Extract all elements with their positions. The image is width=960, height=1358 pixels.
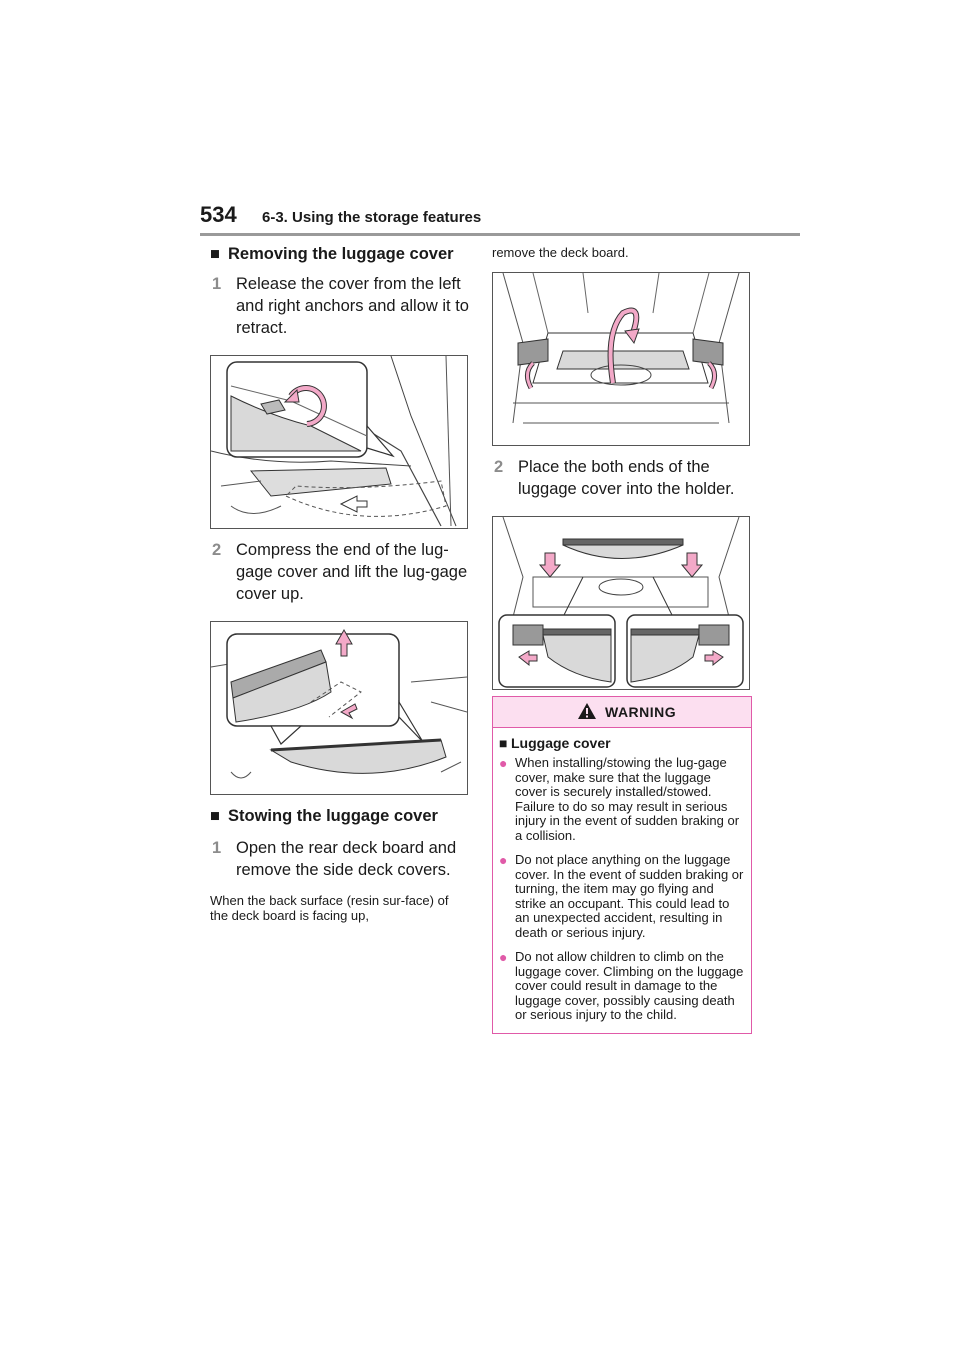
step-place-in-holder — [492, 456, 752, 500]
warning-heading-text: Luggage cover — [511, 735, 611, 751]
heading-stowing-cover — [210, 805, 470, 827]
black-square-icon: ■ — [210, 807, 220, 825]
warning-box — [492, 696, 752, 1034]
illustration-deck-board — [492, 272, 750, 446]
warning-body — [493, 728, 751, 1033]
header-divider — [200, 233, 800, 236]
warning-triangle-icon — [577, 702, 597, 725]
warning-item-text: Do not place anything on the luggage cover. In the event of sudden braking or turning, the item may go flying and strike an occupant. This could lead to an unexpected accident, resulting in death or serious injury. — [515, 852, 744, 940]
step-text: Place the both ends of the luggage cover into the holder. — [518, 458, 735, 498]
page-header — [200, 200, 800, 236]
page-number: 534 — [200, 202, 237, 227]
illustration-lift-cover — [210, 621, 468, 795]
left-column — [210, 243, 470, 923]
warning-heading — [499, 734, 745, 752]
deck-board-note-continued: remove the deck board. — [492, 245, 629, 260]
black-square-icon: ■ — [210, 245, 220, 263]
deck-board-note: When the back surface (resin sur-face) of the deck board is facing up, — [210, 893, 449, 923]
pink-bullet-icon: ● — [499, 852, 508, 868]
heading-text: Stowing the luggage cover — [228, 807, 438, 825]
step-text: Release the cover from the left and right anchors and allow it to retract. — [236, 275, 469, 337]
warning-item-text: When installing/stowing the lug-gage cover, make sure that the luggage cover is securely installed/stowed. Failure to do so may result in serious injury in the event of sudden braking or a collision. — [515, 755, 740, 843]
warning-item-text: Do not allow children to climb on the luggage cover. Climbing on the luggage cover could result in damage to the luggage cover, possibly causing death or serious injury to the child. — [515, 949, 744, 1022]
step-number: 1 — [212, 275, 222, 293]
warning-item — [499, 756, 745, 843]
step-text: Compress the end of the lug-gage cover and lift the lug-gage cover up. — [236, 541, 468, 603]
step-release-cover — [210, 273, 470, 339]
heading-text: Removing the luggage cover — [228, 245, 454, 263]
illustration-holder — [492, 516, 750, 690]
warning-header — [493, 697, 751, 728]
right-column — [492, 243, 752, 1034]
section-title: 6-3. Using the storage features — [262, 209, 482, 226]
step-open-deck-board — [210, 837, 470, 881]
step-number: 2 — [494, 458, 504, 476]
step-compress-lift — [210, 539, 470, 605]
warning-item — [499, 950, 745, 1023]
warning-title: WARNING — [605, 704, 677, 720]
pink-bullet-icon: ● — [499, 949, 508, 965]
step-text: Open the rear deck board and remove the side deck covers. — [236, 839, 457, 879]
heading-removing-cover — [210, 243, 470, 265]
black-square-icon: ■ — [499, 735, 508, 751]
step-number: 1 — [212, 839, 222, 857]
illustration-release-anchors — [210, 355, 468, 529]
pink-bullet-icon: ● — [499, 755, 508, 771]
warning-item — [499, 853, 745, 940]
step-number: 2 — [212, 541, 222, 559]
